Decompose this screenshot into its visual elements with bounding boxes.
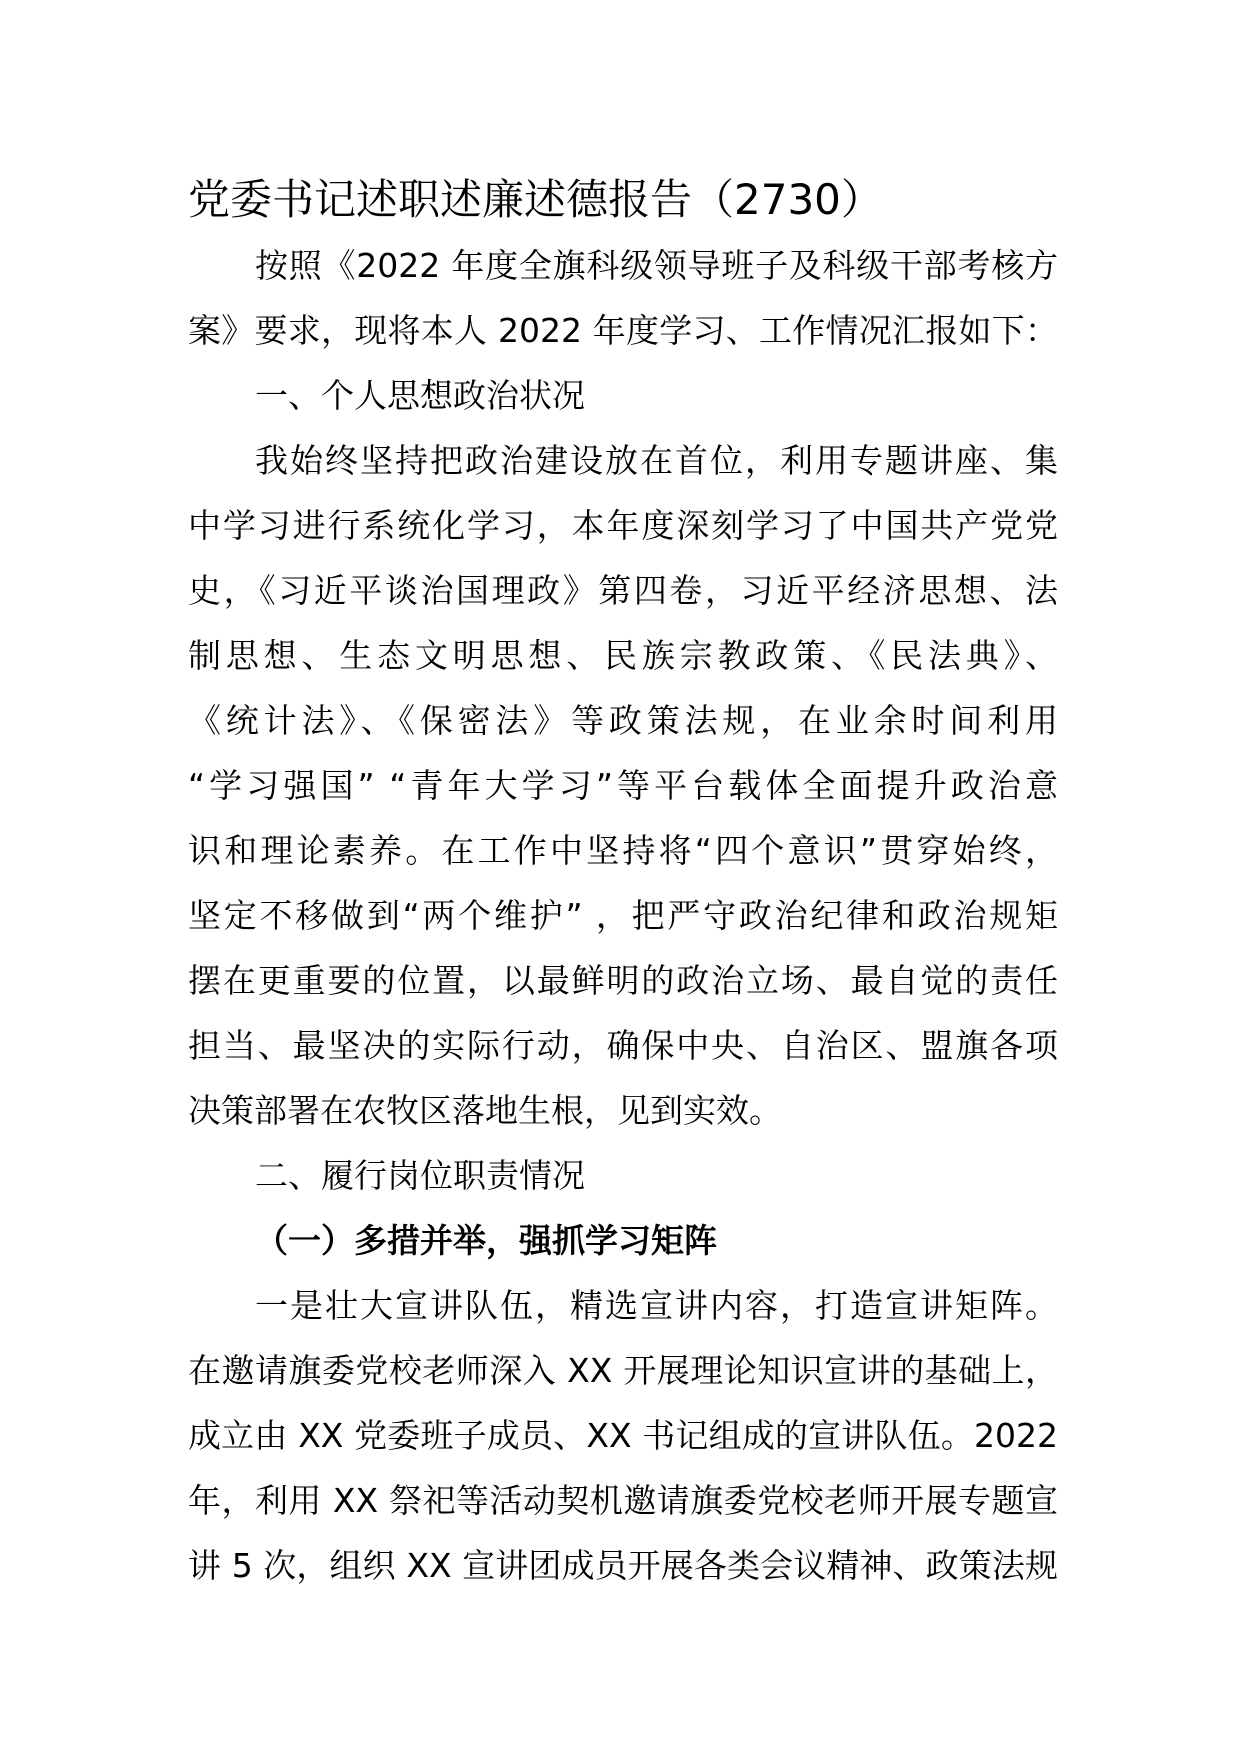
paragraph-line: 识和理论素养。在工作中坚持将“四个意识”贯穿始终， <box>188 831 1058 870</box>
paragraph-line: 讲 5 次，组织 XX 宣讲团成员开展各类会议精神、政策法规 <box>188 1546 1058 1585</box>
subsection-heading: （一）多措并举，强抓学习矩阵 <box>255 1221 717 1260</box>
paragraph-line: 年，利用 XX 祭祀等活动契机邀请旗委党校老师开展专题宣 <box>188 1481 1058 1520</box>
paragraph-line: 成立由 XX 党委班子成员、XX 书记组成的宣讲队伍。2022 <box>188 1416 1058 1455</box>
paragraph-line: 我始终坚持把政治建设放在首位，利用专题讲座、集 <box>255 441 1058 480</box>
paragraph-line: 一是壮大宣讲队伍，精选宣讲内容，打造宣讲矩阵。 <box>255 1286 1058 1325</box>
paragraph-line: 决策部署在农牧区落地生根，见到实效。 <box>188 1091 782 1130</box>
paragraph-line: 案》要求，现将本人 2022 年度学习、工作情况汇报如下： <box>188 311 1058 350</box>
paragraph-line: 史，《习近平谈治国理政》第四卷，习近平经济思想、法 <box>188 571 1058 610</box>
paragraph-line: 担当、最坚决的实际行动，确保中央、自治区、盟旗各项 <box>188 1026 1058 1065</box>
paragraph-line: 中学习进行系统化学习，本年度深刻学习了中国共产党党 <box>188 506 1058 545</box>
paragraph-line: 按照《2022 年度全旗科级领导班子及科级干部考核方 <box>255 246 1058 285</box>
paragraph-line: “学习强国” “青年大学习”等平台载体全面提升政治意 <box>188 766 1058 805</box>
paragraph-line: 在邀请旗委党校老师深入 XX 开展理论知识宣讲的基础上， <box>188 1351 1058 1390</box>
section-heading: 一、个人思想政治状况 <box>255 376 585 415</box>
paragraph-line: 摆在更重要的位置，以最鲜明的政治立场、最自觉的责任 <box>188 961 1058 1000</box>
paragraph-line: 制思想、生态文明思想、民族宗教政策、《民法典》、 <box>188 636 1058 675</box>
document-title: 党委书记述职述廉述德报告（2730） <box>188 175 883 224</box>
document-body <box>188 233 1058 1598</box>
section-heading: 二、履行岗位职责情况 <box>255 1156 585 1195</box>
paragraph-line: 《统计法》、《保密法》等政策法规，在业余时间利用 <box>188 701 1058 740</box>
paragraph-line: 坚定不移做到“两个维护” ，把严守政治纪律和政治规矩 <box>188 896 1058 935</box>
